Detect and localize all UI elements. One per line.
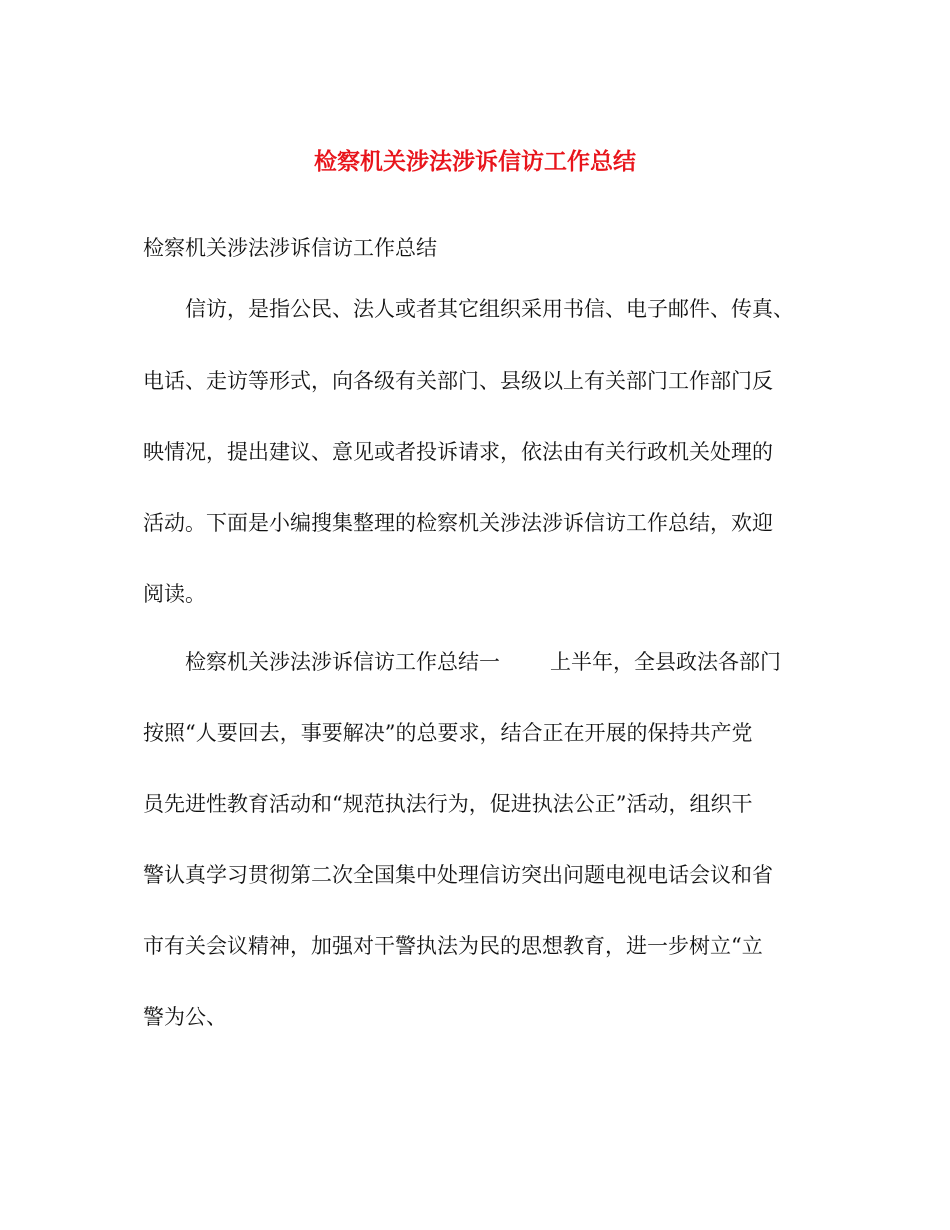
body-line: 警认真学习贯彻第二次全国集中处理信访突出问题电视电话会议和省 xyxy=(143,863,773,887)
body-line: 电话、走访等形式，向各级有关部门、县级以上有关部门工作部门反 xyxy=(143,369,773,393)
body-line: 按照“人要回去，事要解决”的总要求，结合正在开展的保持共产党 xyxy=(143,721,753,745)
body-line: 活动。下面是小编搜集整理的检察机关涉法涉诉信访工作总结，欢迎 xyxy=(143,511,773,535)
body-line: 阅读。 xyxy=(143,582,206,606)
body-line: 员先进性教育活动和“规范执法行为，促进执法公正”活动，组织干 xyxy=(143,792,753,816)
body-line: 映情况，提出建议、意见或者投诉请求，依法由有关行政机关处理的 xyxy=(143,440,773,464)
document-title: 检察机关涉法涉诉信访工作总结 xyxy=(314,148,636,175)
body-line: 市有关会议精神，加强对干警执法为民的思想教育，进一步树立“立 xyxy=(143,934,763,958)
body-line-text: 上半年，全县政法各部门 xyxy=(550,650,781,674)
subtitle-line: 检察机关涉法涉诉信访工作总结 xyxy=(143,236,437,260)
body-line-text: 信访，是指公民、法人或者其它组织采用书信、电子邮件、传真、 xyxy=(185,297,794,321)
body-line xyxy=(143,294,823,324)
body-line: 警为公、 xyxy=(143,1005,227,1029)
body-line xyxy=(143,647,823,677)
section-heading: 检察机关涉法涉诉信访工作总结一 xyxy=(185,650,500,674)
